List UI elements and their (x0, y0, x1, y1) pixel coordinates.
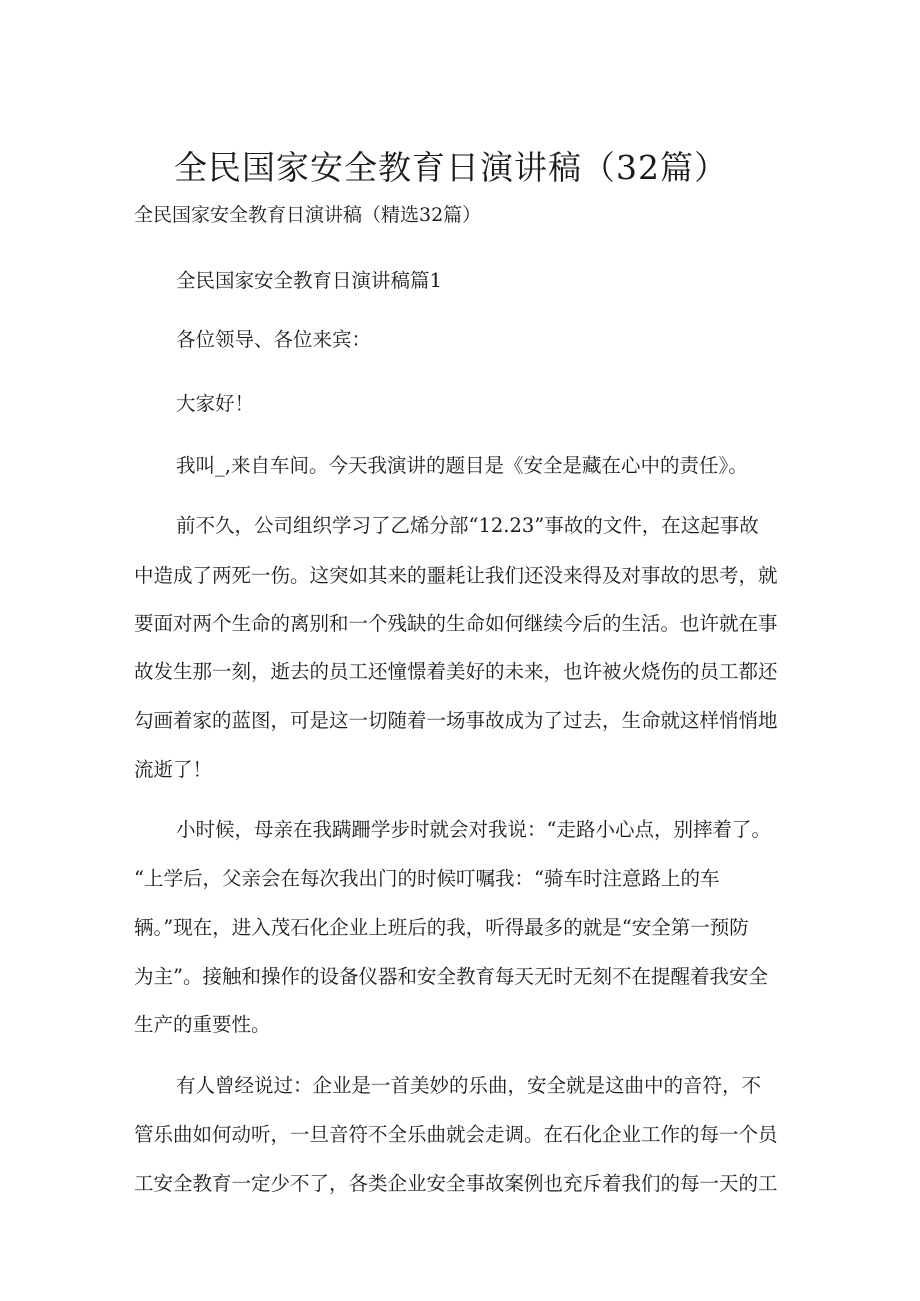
paragraph-line: “上学后，父亲会在每次我出门的时候叮嘱我：“骑车时注意路上的车 (134, 867, 720, 890)
paragraph-line: 辆。”现在，进入茂石化企业上班后的我，听得最多的就是“安全第一预防 (134, 916, 749, 939)
paragraph-line: 生产的重要性。 (134, 1013, 271, 1036)
paragraph-line: 要面对两个生命的离别和一个残缺的生命如何继续今后的生活。也许就在事 (134, 612, 778, 635)
document-subtitle: 全民国家安全教育日演讲稿（精选32篇） (134, 204, 482, 226)
paragraph-line: 故发生那一刻，逝去的员工还憧憬着美好的未来，也许被火烧伤的员工都还 (134, 660, 778, 683)
paragraph-line: 流逝了！ (134, 758, 213, 781)
paragraph-line: 管乐曲如何动听，一旦音符不全乐曲就会走调。在石化企业工作的每一个员 (134, 1123, 778, 1146)
document-title: 全民国家安全教育日演讲稿（32篇） (174, 148, 728, 187)
paragraph-line: 我叫_,来自车间。今天我演讲的题目是《安全是藏在心中的责任》。 (176, 454, 748, 477)
paragraph-line: 小时候，母亲在我蹒跚学步时就会对我说：“走路小心点，别摔着了。 (176, 818, 771, 841)
paragraph-line: 为主”。接触和操作的设备仪器和安全教育每天无时无刻不在提醒着我安全 (134, 965, 768, 988)
salutation: 各位领导、各位来宾： (176, 328, 372, 351)
paragraph-line: 工安全教育一定少不了，各类企业安全事故案例也充斥着我们的每一天的工 (134, 1172, 778, 1195)
section-heading: 全民国家安全教育日演讲稿篇1 (176, 269, 442, 292)
paragraph-line: 中造成了两死一伤。这突如其来的噩耗让我们还没来得及对事故的思考，就 (134, 564, 778, 587)
paragraph-line: 勾画着家的蓝图，可是这一切随着一场事故成为了过去，生命就这样悄悄地 (134, 709, 778, 732)
greeting: 大家好！ (176, 392, 255, 415)
paragraph-line: 有人曾经说过：企业是一首美妙的乐曲，安全就是这曲中的音符，不 (176, 1074, 762, 1097)
paragraph-line: 前不久，公司组织学习了乙烯分部“12.23”事故的文件，在这起事故 (176, 514, 759, 537)
